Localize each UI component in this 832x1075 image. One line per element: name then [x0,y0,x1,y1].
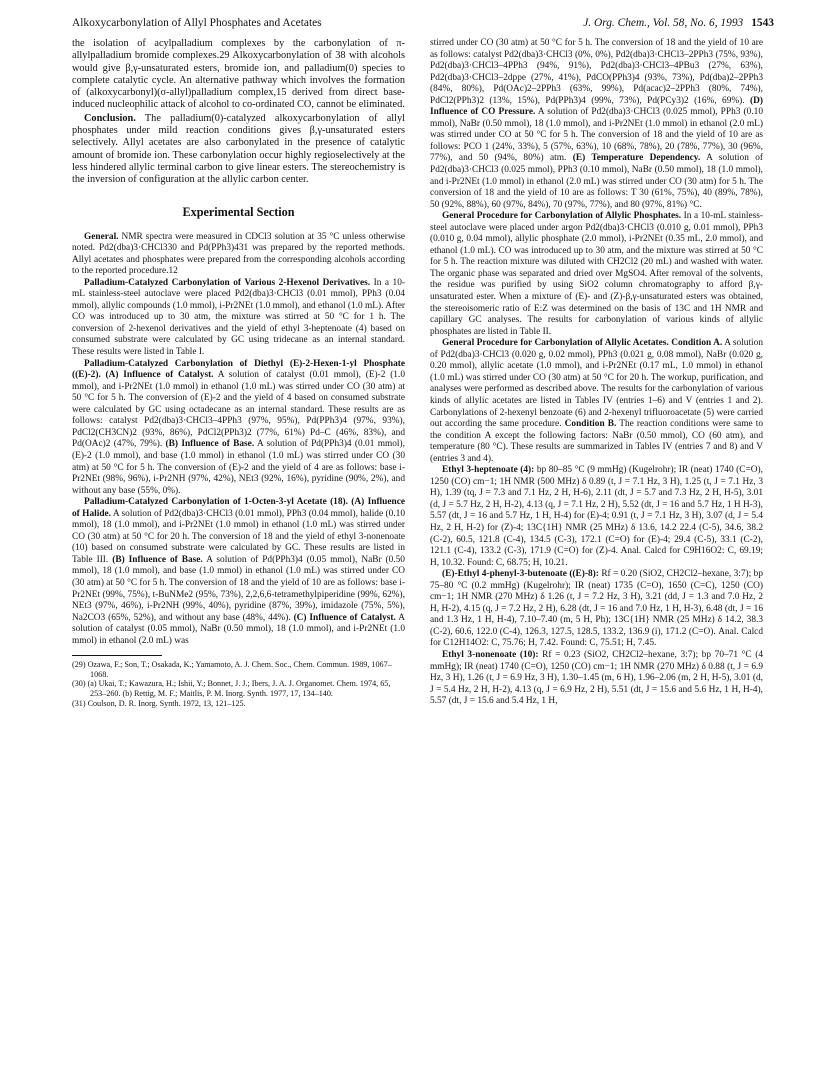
catalyst-continued-text: stirred under CO (30 atm) at 50 °C for 5 h. The conversion of 18 and the yield of 10 are as follows: catalyst Pd2(dba)3·CHCl3 (0%, 0%), Pd2(dba)3·CHCl3–2PPh3 (75%, 93%), Pd2(dba)3·CHCl3–4PPh3 (94%, 91%), Pd2(dba)3·CHCl3–4PBu3 (27%, 63%), Pd2(dba)3·CHCl3–2dppe (27%, 41%), PdCO(PPh3)4 (93%, 73%), Pd(dba)2–2PPh3 (84%, 80%), Pd(OAc)2–2PPh3 (63%, 99%), Pd(acac)2–2PPh3 (80%, 74%), PdCl2(PPh3)2 (13%, 15%), Pd(PPh3)4 (99%, 73%), Pd(PCy3)2 (16%, 69%). [430,38,763,106]
phosphate-heading: Palladium-Catalyzed Carbonylation of Diethyl (E)-2-Hexen-1-yl Phosphate ((E)-2). (A) Influence of Catalyst. [72,358,405,381]
octenyl-paragraph [72,497,405,647]
conclusion-text: The palladium(0)-catalyzed alkoxycarbonylation of allyl phosphates under mild reaction conditions gives β,γ-unsaturated esters selectively. Allyl acetates are also carbonylated in the presence of catalytic amount of bromide ion. These carbonylation occur highly regioselectively at the less hindered allylic terminal carbon to give linear esters. The stereochemistry is the inversion of configuration at the allylic carbon center. [72,112,405,186]
condition-b-heading: Condition B. [564,419,617,430]
phosphates-procedure-heading: General Procedure for Carbonylation of Allylic Phosphates. [442,211,682,222]
citation-text: J. Org. Chem., Vol. 58, No. 6, 1993 [583,17,744,29]
compound-4-text: bp 80–85 °C (9 mmHg) (Kugelrohr); IR (neat) 1740 (C=O), 1250 (CO) cm−1; 1H NMR (500 MHz) δ 0.89 (t, J = 7.1 Hz, 3 H), 1.25 (t, J = 7.1 Hz, 3 H), 1.39 (tq, J = 7.3 and 7.1 Hz, 2 H, H-6), 2.11 (dt, J = 5.7 and 7.3 Hz, 2 H, H-5), 3.01 (d, J = 5.7 Hz, 2 H, H-2), 4.13 (q, J = 7.1 Hz, 2 H), 5.52 (dt, J = 16 and 5.7 Hz, 1 H H-3), 5.57 (dt, J = 16 and 5.7 Hz, 1 H, H-4) for (E)-4; 0.91 (t, J = 7.1 Hz, 3 H), 3.07 (d, J = 5.4 Hz, 2 H, H-2) for (Z)-4; 13C{1H} NMR (25 MHz) δ 13.6, 14.2 22.4 (C-5), 34.6, 38.2 (C-2), 60.5, 121.8 (C-4), 134.5 (C-3), 172.1 (C=O) for (E)-4; 29.4 (C-5), 33.1 (C-2), 121.1 (C-4), 133.2 (C-3), 171.9 (C=O) for (Z)-4. Anal. Calcd for C9H16O2: C, 69.19; H, 10.32. Found: C, 68.75; H, 10.21. [430,465,763,568]
phosphate-base-heading: (B) Influence of Base. [165,439,255,450]
temperature-heading: (E) Temperature Dependency. [572,153,701,164]
general-text: NMR spectra were measured in CDCl3 solution at 35 °C unless otherwise noted. Pd2(dba)3·CHCl330 and Pd(PPh3)431 was prepared by the reported methods. Allyl acetates and phosphates were prepared from the corresponding alcohols according to the reported procedure.12 [72,231,405,277]
co-pressure-heading: (D) Influence of CO Pressure. [430,95,764,118]
hexenol-text: In a 10-mL stainless-steel autoclave were placed Pd2(dba)3·CHCl3 (0.01 mmol), PPh3 (0.04 mmol), allylic compounds (1.0 mmol), i-Pr2NEt (1.0 mmol), and ethanol (1.0 mL). After CO was introduced up to 30 atm, the mixture was stirred at 50 °C for 1 h. The conversion of 2-hexenol derivatives and the yield of ethyl 3-heptenoate (4) based on consumed substrate were calculated by GC using tridecane as an internal standard. These results were listed in Table I. [72,277,405,358]
compound-4-paragraph [430,465,763,569]
octenyl-heading: Palladium-Catalyzed Carbonylation of 1-Octen-3-yl Acetate (18). (A) Influence of Halide. [72,497,405,519]
compound-8-paragraph [430,569,763,650]
footnote-30: (30) (a) Ukai, T.; Kawazura, H.; Ishii, Y.; Bonnet, J. J.; Ibers, J. A. J. Organomet. Chem. 1974, 65, 253–260. (b) Rettig, M. F.; Maitlis, P. M. Inorg. Synth. 1977, 17, 134–140. [72,679,391,699]
octenyl-base-heading: (B) Influence of Base. [112,554,203,565]
phosphate-paragraph [72,359,405,498]
general-heading: General. [84,231,119,242]
co-pressure-text: A solution of Pd2(dba)3·CHCl3 (0.025 mmol), PPh3 (0.10 mmol), NaBr (0.50 mmol), 18 (1.0 mmol), and i-Pr2NEt (1.0 mmol) in ethanol (2.0 mL) was stirred under CO at 50 °C for 5 h. The conversion of 18 and the yield of 10 are as follows: PCO 1 (24%, 33%), 5 (57%, 63%), 10 (68%, 78%), 20 (78%, 77%), 30 (96%, 77%), and 50 (94%, 80%) atm. [430,107,763,164]
catalyst-continued-paragraph [430,38,763,211]
compound-8-heading: (E)-Ethyl 4-phenyl-3-butenoate ((E)-8): [442,569,599,580]
phosphates-procedure-paragraph [430,211,763,338]
phosphate-text: A solution of catalyst (0.01 mmol), (E)-2 (1.0 mmol), and i-Pr2NEt (1.0 mmol) in ethanol (1.0 mL) was stirred under CO (30 atm) at 50 °C for 5 h. The conversion of (E)-2 and the yield of 4 based on consumed substrate were calculated by GC using octadecane as an internal standard. These results are as follows: catalyst Pd2(dba)3·CHCl3–4PPh3 (97%, 95%), Pd(PPh3)4 (97%, 93%), PdCl2(CH3CN)2 (93%, 86%), PdCl2(PPh3)2 (77%, 61%) Pd–C (46%, 83%), and Pd(OAc)2 (47%, 79%). [72,370,405,450]
footnote-rule [72,655,162,656]
running-head [72,14,774,32]
compound-10-paragraph [430,650,763,708]
octenyl-catalyst-text: A solution of catalyst (0.05 mmol), NaBr (0.50 mmol), 18 (1.0 mmol), and i-Pr2NEt (1.0 mmol) in ethanol (2.0 mL) was [72,612,406,646]
compound-10-heading: Ethyl 3-nonenoate (10): [442,649,539,660]
conclusion-paragraph [72,113,405,187]
compound-8-text: Rf = 0.20 (SiO2, CH2Cl2–hexane, 3:7); bp 75–80 °C (0.2 mmHg) (Kugelrohr); IR (neat) 1735 (C=O), 1650 (C=C), 1250 (CO) cm−1; 1H NMR (270 MHz) δ 1.26 (t, J = 7.2 Hz, 3 H), 3.21 (dd, J = 1.3 and 7.0 Hz, 2 H, H-2), 4.15 (q, J = 7.2 Hz, 2 H), 6.28 (dt, J = 16 and 7.0 Hz, 1 H, H-3), 6.48 (dt, J = 16 and 1.3 Hz, 1 H, H-4), 7.10–7.40 (m, 5 H, Ph); 13C{1H} NMR (25 MHz) δ 14.2, 38.3 (C-2), 60.6, 122.0 (C-4), 126.3, 127.5, 128.5, 133.2, 136.9 (i), 171.2 (C=O). Anal. Calcd for C12H14O2: C, 75.76; H, 7.42. Found: C, 75.51; H, 7.45. [430,569,764,649]
octenyl-text: A solution of Pd2(dba)3·CHCl3 (0.01 mmol), PPh3 (0.04 mmol), halide (0.10 mmol), 18 (1.0 mmol), and i-Pr2NEt (1.0 mmol) in ethanol (1.0 mL) was stirred under CO (30 atm) at 50 °C for 20 h. The conversion of 18 and the yield of ethyl 3-nonenoate (10) based on consumed substrate were calculated by GC. These results are listed in Table III. [72,508,405,565]
condition-b-text: The reaction conditions were same to the condition A except the following factors: NaBr (0.50 mmol), CO (60 atm), and temperature (80 °C). These results are summarized in Tables IV (entries 7 and 8) and V (entries 3 and 4). [430,419,764,464]
running-title: Alkoxycarbonylation of Allyl Phosphates and Acetates [72,17,322,29]
acetates-procedure-paragraph [430,338,763,465]
footnote-31: (31) Coulson, D. R. Inorg. Synth. 1972, 13, 121–125. [72,698,246,708]
phosphate-base-text: A solution of Pd(PPh3)4 (0.01 mmol), (E)-2 (1.0 mmol), and base (1.0 mmol) in ethanol (1.0 mL) was stirred under CO (30 atm) at 50 °C for 5 h. The conversion of (E)-2 and the yield of 4 are as follows: base i-Pr2NEt (98%, 96%), i-Pr2NH (97%, 42%), NEt3 (92%, 16%), pyridine (90%, 2%), and without any base (55%, 0%). [72,439,405,496]
phosphates-procedure-text: In a 10-mL stainless-steel autoclave were placed under argon Pd2(dba)3·CHCl3 (0.010 g, 0.01 mmol), PPh3 (0.010 g, 0.04 mmol), allylic phosphate (2.0 mmol), i-Pr2NEt (0.35 mL, 2.0 mmol), and ethanol (1.0 mL). CO was introduced up to 30 atm, and the mixture was stirred at 50 °C for 5 h. The reaction mixture was diluted with CH2Cl2 (20 mL) and washed with water. The organic phase was separated and dried over MgSO4. After removal of the solvents, the residue was purified by using SiO2 column chromatography to afford β,γ-unsaturated ester. When a mixture of (E)- and (Z)-β,γ-unsaturated esters was obtained, the stereoisomeric ratio of E:Z was determined on the basis of 13C and 1H NMR and capillary GC analyses. The results for carbonylation of various kinds of allylic phosphates are listed in Table II. [430,211,764,337]
hexenol-paragraph [72,278,405,359]
footnote-29: (29) Ozawa, F.; Son, T.; Osakada, K.; Yamamoto, A. J. Chem. Soc., Chem. Commun. 1989, 1067–1068. [72,660,392,679]
discussion-paragraph: the isolation of acylpalladium complexes by the carbonylation of π-allylpalladium bromide complexes.29 Alkoxycarbonylation of 38 with alcohols would give β,γ-unsaturated esters, bromide ion, and palladium(0) species to complete catalytic cycle. An alternative pathway which involves the formation of (alkoxycarbonyl)(σ-allyl)palladium complex,15 derived from direct base-induced nucleophilic attack of alcohol to co-ordinated CO, cannot be eliminated. [72,38,405,111]
conclusion-heading: Conclusion. [84,112,136,124]
hexenol-heading: Palladium-Catalyzed Carbonylation of Various 2-Hexenol Derivatives. [84,277,371,288]
section-title: Experimental Section [182,204,295,219]
compound-4-heading: Ethyl 3-heptenoate (4): [442,465,535,476]
page-number: 1543 [751,17,774,29]
compound-10-text: Rf = 0.23 (SiO2, CH2Cl2–hexane, 3:7); bp 70–71 °C (4 mmHg); IR (neat) 1740 (C=O), 1250 (CO) cm−1; 1H NMR (270 MHz) δ 0.88 (t, J = 6.9 Hz, 3 H), 1.26 (t, J = 6.9 Hz, 3 H), 1.30–1.45 (m, 6 H), 1.96–2.06 (m, 2 H, H-5), 3.01 (d, J = 5.4 Hz, 2 H, H-2), 4.13 (q, J = 6.9 Hz, 2 H), 5.51 (dt, J = 15.6 and 5.6 Hz, 1 H, H-4), 5.57 (dt, J = 15.6 and 5.4 Hz, 1 H, [430,649,764,707]
octenyl-catalyst-heading: (C) Influence of Catalyst. [293,612,396,623]
acetates-procedure-text: A solution of Pd2(dba)3·CHCl3 (0.020 g, 0.02 mmol), PPh3 (0.021 g, 0.08 mmol), NaBr (0.020 g, 0.20 mmol), allylic acetate (1.0 mmol), and i-Pr2NEt (0.17 mL, 1.0 mmol) in ethanol (1.0 mL) was stirred under CO (30 atm) at 50 °C for 20 h. The workup, purification, and analyses were performed as described above. The results for the carbonylation of various kinds of allylic acetates are listed in Tables IV (entries 1–6) and V (entries 1 and 2). Carbonylations of 2-hexenyl benzoate (6) and 2-hexenyl trifluoroacetate (5) were carried out according the same procedure. [430,338,763,430]
right-column [430,38,763,708]
temperature-text: A solution of Pd2(dba)3·CHCl3 (0.025 mmol), PPh3 (0.10 mmol), NaBr (0.50 mmol), 18 (1.0 mmol), and i-Pr2NEt (1.0 mmol) in ethanol (2.0 mL) was stirred under CO (30 atm) for 5 h. The conversion of 18 and the yield of 10 are as follows: T 30 (61%, 75%), 40 (89%, 78%), 50 (92%, 88%), 60 (97%, 84%), 70 (97%, 77%), and 80 (97%, 81%) °C. [430,153,764,210]
acetates-procedure-heading: General Procedure for Carbonylation of Allylic Acetates. Condition A. [442,338,723,349]
general-paragraph [72,232,405,278]
footnotes [72,660,405,708]
left-column [72,38,405,708]
journal-citation [583,14,774,32]
octenyl-base-text: A solution of Pd(PPh3)4 (0.05 mmol), NaBr (0.50 mmol), 18 (1.0 mmol), and base (1.0 mmol) in ethanol (1.0 mL) was stirred under CO (30 atm) at 50 °C for 5 h. The conversion of 18 and the yield of 10 are as follows: base i-Pr2NEt (99%, 75%), t-BuNMe2 (95%, 73%), 2,2,6,6-tetramethylpiperidine (99%, 62%), NEt3 (97%, 46%), i-Pr2NH (99%, 40%), pyridine (87%, 39%), imidazole (75%, 5%), Na2CO3 (65%, 52%), and without any base (48%, 44%). [72,554,405,623]
